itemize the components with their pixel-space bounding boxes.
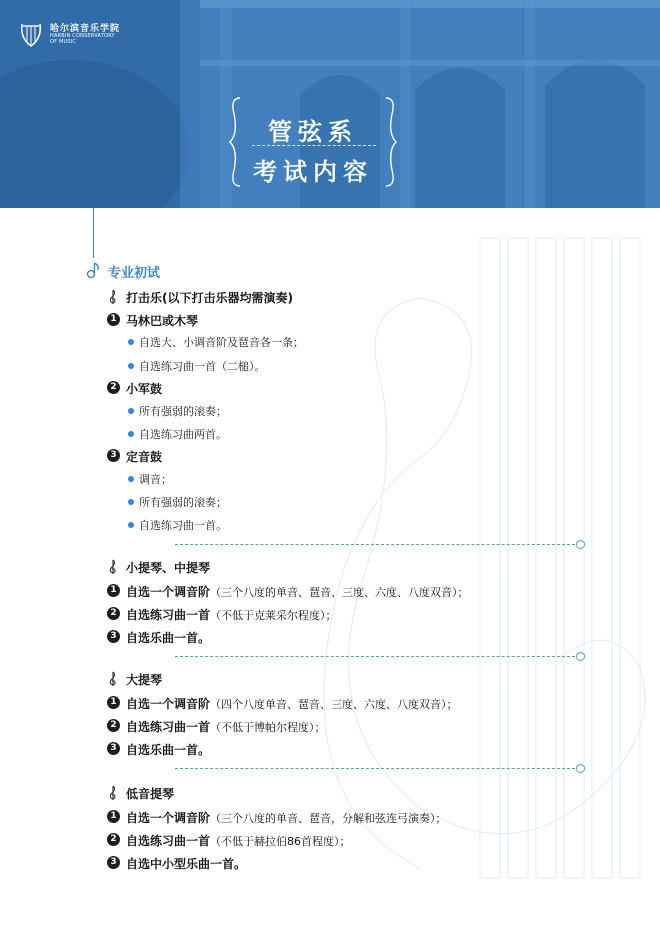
group-heading-double-bass: 低音提琴	[126, 787, 175, 801]
logo-chinese-name: 哈尔滨音乐学院	[50, 24, 121, 35]
item-label: 马林巴或木琴	[126, 314, 199, 328]
item-detail: （不低于克莱采尔程度）；	[210, 609, 337, 622]
eighth-note-icon	[86, 261, 102, 279]
section-divider	[175, 544, 575, 545]
section-title: 专业初试	[108, 266, 161, 281]
item-number: 2	[107, 833, 120, 846]
page-title-line2: 考试内容	[253, 157, 373, 186]
timeline-line	[93, 208, 94, 258]
item-number: 3	[107, 630, 120, 643]
section-divider	[175, 768, 575, 769]
item-label: 自选一个调音阶	[126, 811, 211, 825]
treble-clef-icon	[107, 785, 119, 801]
item-number: 3	[107, 742, 120, 755]
treble-clef-icon	[107, 559, 119, 575]
logo-english-name-2: OF MUSIC	[50, 38, 77, 45]
school-logo	[18, 20, 120, 50]
bullet-dot	[128, 499, 134, 505]
item-number: 1	[107, 584, 120, 597]
item-detail: （不低于赫拉伯86首程度）；	[210, 835, 351, 848]
item-detail: （四个八度单音、琶音、三度、六度、八度双音）；	[210, 698, 458, 711]
item-number: 1	[107, 696, 120, 709]
divider-note-icon	[576, 540, 585, 549]
bullet-dot	[128, 431, 134, 437]
treble-clef-icon	[107, 671, 119, 687]
item-detail: （三个八度的单音、琶音、三度、六度、八度双音）；	[210, 586, 469, 599]
item-label: 自选乐曲一首。	[126, 743, 211, 757]
divider-note-icon	[576, 652, 585, 661]
item-detail: （不低于博帕尔程度）；	[210, 721, 326, 734]
group-heading-violin: 小提琴、中提琴	[126, 561, 211, 575]
item-line	[126, 583, 469, 600]
group-heading-cello: 大提琴	[126, 673, 163, 687]
bullet-text: 自选大、小调音阶及琶音各一条；	[139, 336, 304, 349]
logo-english-name-1: HARBIN CONSERVATORY	[50, 33, 115, 40]
page-title-line1: 管弦系	[268, 117, 358, 146]
bullet-dot	[128, 408, 134, 414]
item-number: 1	[107, 810, 120, 823]
bullet-text: 自选练习曲一首（二槌）。	[139, 360, 266, 373]
bullet-dot	[128, 522, 134, 528]
item-line	[126, 832, 351, 849]
item-label: 自选练习曲一首	[126, 834, 211, 848]
bullet-dot	[128, 476, 134, 482]
lyre-icon	[18, 20, 44, 50]
treble-clef-icon	[107, 289, 119, 305]
item-number: 2	[107, 607, 120, 620]
item-number: 3	[107, 449, 120, 462]
item-detail: （三个八度的单音、琶音，分解和弦连弓演奏）；	[210, 812, 447, 825]
bullet-text: 所有强弱的滚奏；	[139, 496, 227, 509]
item-line	[126, 809, 447, 826]
section-divider	[175, 656, 575, 657]
item-label: 自选练习曲一首	[126, 608, 211, 622]
item-label: 小军鼓	[126, 382, 163, 396]
bullet-text: 自选练习曲一首。	[139, 519, 227, 532]
item-label: 自选一个调音阶	[126, 585, 211, 599]
item-number: 1	[107, 313, 120, 326]
bullet-text: 调音；	[139, 473, 172, 486]
item-line	[126, 606, 337, 623]
item-number: 2	[107, 381, 120, 394]
item-label: 自选乐曲一首。	[126, 631, 211, 645]
divider-note-icon	[576, 764, 585, 773]
item-number: 3	[107, 856, 120, 869]
bullet-dot	[128, 339, 134, 345]
item-label: 自选中小型乐曲一首。	[126, 857, 247, 871]
bullet-text: 自选练习曲两首。	[139, 428, 227, 441]
item-label: 定音鼓	[126, 450, 163, 464]
item-label: 自选练习曲一首	[126, 720, 211, 734]
group-heading-percussion: 打击乐(以下打击乐器均需演奏)	[126, 291, 293, 305]
item-line	[126, 695, 458, 712]
bullet-text: 所有强弱的滚奏；	[139, 405, 227, 418]
bullet-dot	[128, 363, 134, 369]
item-label: 自选一个调音阶	[126, 697, 211, 711]
item-line	[126, 718, 326, 735]
item-number: 2	[107, 719, 120, 732]
